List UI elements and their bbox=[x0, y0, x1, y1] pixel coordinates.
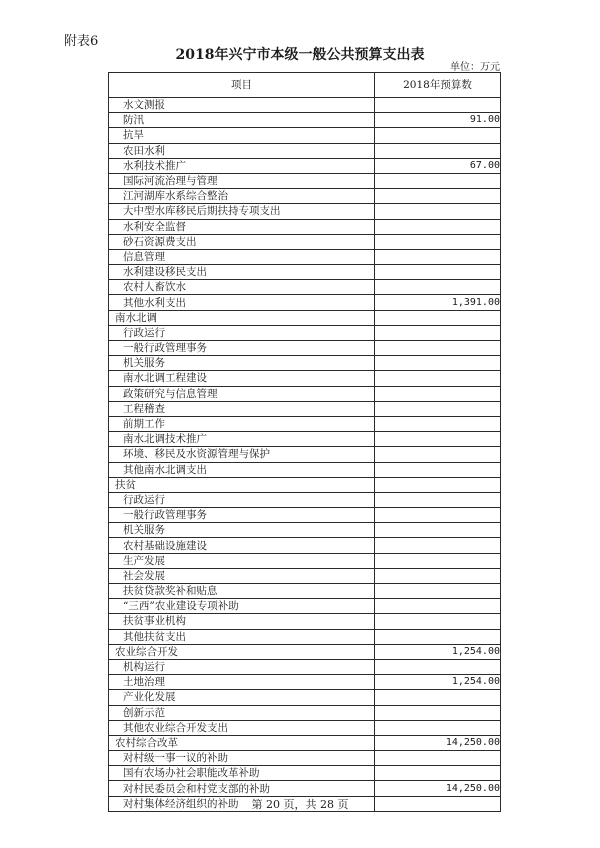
row-item-name: 防汛 bbox=[109, 113, 375, 128]
row-item-name: 扶贫 bbox=[109, 477, 375, 492]
unit-label: 单位：万元 bbox=[450, 62, 500, 73]
row-budget-amount bbox=[375, 690, 501, 705]
table-row bbox=[109, 690, 501, 705]
row-budget-amount bbox=[375, 416, 501, 431]
row-item-name: 机关服务 bbox=[109, 356, 375, 371]
row-budget-amount: 1,254.00 bbox=[375, 644, 501, 659]
table-row bbox=[109, 98, 501, 113]
row-item-name: 行政运行 bbox=[109, 492, 375, 507]
page-footer: 第 20 页，共 28 页 bbox=[251, 798, 349, 811]
row-budget-amount: 14,250.00 bbox=[375, 735, 501, 750]
row-budget-amount bbox=[375, 341, 501, 356]
table-row bbox=[109, 523, 501, 538]
row-budget-amount bbox=[375, 310, 501, 325]
row-budget-amount bbox=[375, 659, 501, 674]
row-item-name: 农村基础设施建设 bbox=[109, 538, 375, 553]
row-item-name: 一般行政管理事务 bbox=[109, 508, 375, 523]
row-item-name: 政策研究与信息管理 bbox=[109, 386, 375, 401]
row-budget-amount bbox=[375, 280, 501, 295]
row-budget-amount bbox=[375, 720, 501, 735]
table-row bbox=[109, 675, 501, 690]
row-item-name: 水利安全监督 bbox=[109, 219, 375, 234]
table-row bbox=[109, 462, 501, 477]
row-budget-amount bbox=[375, 584, 501, 599]
row-item-name: 南水北调工程建设 bbox=[109, 371, 375, 386]
table-row bbox=[109, 356, 501, 371]
table-row bbox=[109, 447, 501, 462]
page-title: 2018年兴宁市本级一般公共预算支出表 bbox=[175, 47, 425, 63]
row-budget-amount: 67.00 bbox=[375, 158, 501, 173]
table-row bbox=[109, 386, 501, 401]
row-item-name: 水利建设移民支出 bbox=[109, 265, 375, 280]
row-item-name: 砂石资源费支出 bbox=[109, 234, 375, 249]
table-row bbox=[109, 492, 501, 507]
row-item-name: 社会发展 bbox=[109, 568, 375, 583]
table-row bbox=[109, 265, 501, 280]
table-row bbox=[109, 280, 501, 295]
row-budget-amount bbox=[375, 553, 501, 568]
table-row bbox=[109, 599, 501, 614]
row-budget-amount bbox=[375, 98, 501, 113]
row-item-name: 对村民委员会和村党支部的补助 bbox=[109, 781, 375, 796]
row-item-name: 扶贫事业机构 bbox=[109, 614, 375, 629]
row-budget-amount bbox=[375, 204, 501, 219]
row-item-name: 信息管理 bbox=[109, 249, 375, 264]
row-item-name: 机关服务 bbox=[109, 523, 375, 538]
table-row bbox=[109, 158, 501, 173]
row-item-name: 大中型水库移民后期扶持专项支出 bbox=[109, 204, 375, 219]
column-header-budget: 2018年预算数 bbox=[375, 73, 501, 98]
row-budget-amount bbox=[375, 219, 501, 234]
column-header-item: 项目 bbox=[109, 73, 375, 98]
table-row bbox=[109, 584, 501, 599]
table-row bbox=[109, 659, 501, 674]
table-row bbox=[109, 204, 501, 219]
row-budget-amount bbox=[375, 568, 501, 583]
row-item-name: 南水北调 bbox=[109, 310, 375, 325]
row-item-name: 南水北调技术推广 bbox=[109, 432, 375, 447]
row-item-name: “三西”农业建设专项补助 bbox=[109, 599, 375, 614]
table-row bbox=[109, 508, 501, 523]
table-row bbox=[109, 143, 501, 158]
table-row bbox=[109, 766, 501, 781]
row-budget-amount bbox=[375, 173, 501, 188]
table-row bbox=[109, 234, 501, 249]
row-item-name: 机构运行 bbox=[109, 659, 375, 674]
row-budget-amount bbox=[375, 325, 501, 340]
table-row bbox=[109, 751, 501, 766]
row-item-name: 国际河流治理与管理 bbox=[109, 173, 375, 188]
table-row bbox=[109, 325, 501, 340]
row-item-name: 一般行政管理事务 bbox=[109, 341, 375, 356]
row-budget-amount: 14,250.00 bbox=[375, 781, 501, 796]
table-row bbox=[109, 477, 501, 492]
row-budget-amount bbox=[375, 705, 501, 720]
table-row bbox=[109, 781, 501, 796]
table-row bbox=[109, 219, 501, 234]
row-budget-amount bbox=[375, 614, 501, 629]
table-row bbox=[109, 538, 501, 553]
row-budget-amount bbox=[375, 234, 501, 249]
table-row bbox=[109, 249, 501, 264]
row-budget-amount bbox=[375, 128, 501, 143]
row-item-name: 行政运行 bbox=[109, 325, 375, 340]
row-item-name: 前期工作 bbox=[109, 416, 375, 431]
row-item-name: 土地治理 bbox=[109, 675, 375, 690]
row-budget-amount bbox=[375, 249, 501, 264]
budget-table bbox=[108, 72, 501, 812]
row-item-name: 环境、移民及水资源管理与保护 bbox=[109, 447, 375, 462]
table-row bbox=[109, 644, 501, 659]
row-budget-amount bbox=[375, 432, 501, 447]
row-budget-amount bbox=[375, 629, 501, 644]
row-item-name: 生产发展 bbox=[109, 553, 375, 568]
row-budget-amount bbox=[375, 538, 501, 553]
row-item-name: 对村级一事一议的补助 bbox=[109, 751, 375, 766]
row-budget-amount bbox=[375, 477, 501, 492]
header-row bbox=[109, 73, 501, 98]
table-row bbox=[109, 705, 501, 720]
row-budget-amount bbox=[375, 143, 501, 158]
row-item-name: 抗旱 bbox=[109, 128, 375, 143]
row-item-name: 对村集体经济组织的补助 bbox=[109, 796, 375, 811]
table-row bbox=[109, 568, 501, 583]
row-budget-amount bbox=[375, 599, 501, 614]
row-budget-amount bbox=[375, 386, 501, 401]
row-budget-amount: 91.00 bbox=[375, 113, 501, 128]
table-row bbox=[109, 720, 501, 735]
row-budget-amount bbox=[375, 462, 501, 477]
appendix-label: 附表6 bbox=[64, 34, 99, 49]
row-budget-amount: 1,254.00 bbox=[375, 675, 501, 690]
table-row bbox=[109, 735, 501, 750]
row-item-name: 水文测报 bbox=[109, 98, 375, 113]
row-item-name: 国有农场办社会职能改革补助 bbox=[109, 766, 375, 781]
row-budget-amount bbox=[375, 447, 501, 462]
row-budget-amount bbox=[375, 508, 501, 523]
table-row bbox=[109, 341, 501, 356]
table-row bbox=[109, 295, 501, 310]
row-budget-amount bbox=[375, 492, 501, 507]
row-item-name: 农村综合改革 bbox=[109, 735, 375, 750]
table-row bbox=[109, 173, 501, 188]
row-item-name: 农业综合开发 bbox=[109, 644, 375, 659]
row-item-name: 扶贫贷款奖补和贴息 bbox=[109, 584, 375, 599]
table-row bbox=[109, 310, 501, 325]
row-item-name: 农田水利 bbox=[109, 143, 375, 158]
row-budget-amount bbox=[375, 189, 501, 204]
table-row bbox=[109, 614, 501, 629]
table-row bbox=[109, 401, 501, 416]
row-budget-amount bbox=[375, 751, 501, 766]
row-item-name: 其他农业综合开发支出 bbox=[109, 720, 375, 735]
row-item-name: 工程稽查 bbox=[109, 401, 375, 416]
table-row bbox=[109, 128, 501, 143]
table-body bbox=[109, 98, 501, 812]
row-budget-amount bbox=[375, 401, 501, 416]
row-budget-amount bbox=[375, 265, 501, 280]
row-item-name: 产业化发展 bbox=[109, 690, 375, 705]
row-budget-amount bbox=[375, 523, 501, 538]
row-item-name: 农村人畜饮水 bbox=[109, 280, 375, 295]
row-budget-amount bbox=[375, 356, 501, 371]
row-budget-amount bbox=[375, 371, 501, 386]
row-item-name: 其他南水北调支出 bbox=[109, 462, 375, 477]
table-row bbox=[109, 371, 501, 386]
table-row bbox=[109, 189, 501, 204]
row-budget-amount bbox=[375, 766, 501, 781]
table-row bbox=[109, 553, 501, 568]
row-item-name: 其他水利支出 bbox=[109, 295, 375, 310]
row-item-name: 创新示范 bbox=[109, 705, 375, 720]
table-row bbox=[109, 416, 501, 431]
table-row bbox=[109, 113, 501, 128]
row-item-name: 江河湖库水系综合整治 bbox=[109, 189, 375, 204]
row-item-name: 水利技术推广 bbox=[109, 158, 375, 173]
row-budget-amount: 1,391.00 bbox=[375, 295, 501, 310]
row-item-name: 其他扶贫支出 bbox=[109, 629, 375, 644]
table-row bbox=[109, 629, 501, 644]
table-row bbox=[109, 432, 501, 447]
